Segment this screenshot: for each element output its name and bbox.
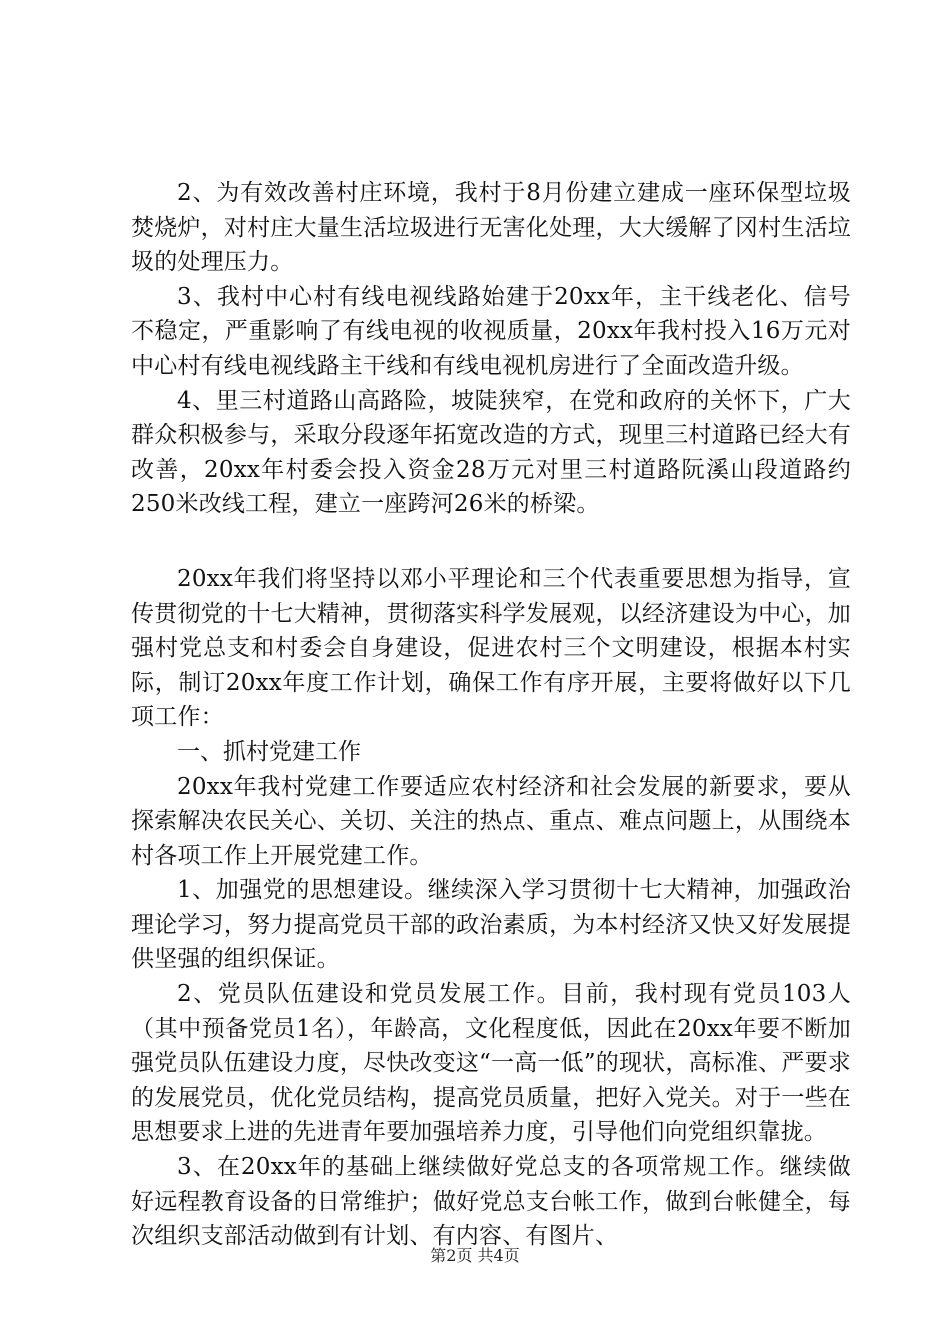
paragraph-item-routine: 3、在20xx年的基础上继续做好党总支的各项常规工作。继续做好远程教育设备的日常维护；做好党总支台帐工作，做到台帐健全，每次组织支部活动做到有计划、有内容、有图片、 [131,1154,851,1250]
paragraph-item-ideology: 1、加强党的思想建设。继续深入学习贯彻十七大精神，加强政治理论学习，努力提高党员干部的政治素质，为本村经济又快又好发展提供坚强的组织保证。 [131,877,851,973]
paragraph-gap [131,522,851,562]
page-footer: 第2页 共4页 [430,1246,520,1265]
paragraph-item-3: 3、我村中心村有线电视线路始建于20xx年，主干线老化、信号不稳定，严重影响了有线电视的收视质量，20xx年我村投入16万元对中心村有线电视线路主干线和有线电视机房进行了全面改造升级。 [131,283,851,379]
party-building-paragraph: 20xx年我村党建工作要适应农村经济和社会发展的新要求，要从探索解决农民关心、关切、关注的热点、重点、难点问题上，从围绕本村各项工作上开展党建工作。 [131,773,851,869]
paragraph-item-2: 2、为有效改善村庄环境，我村于8月份建立建成一座环保型垃圾焚烧炉，对村庄大量生活垃圾进行无害化处理，大大缓解了冈村生活垃圾的处理压力。 [131,180,851,276]
paragraph-item-4: 4、里三村道路山高路险，坡陡狭窄，在党和政府的关怀下，广大群众积极参与，采取分段逐年拓宽改造的方式，现里三村道路已经大有改善，20xx年村委会投入资金28万元对里三村道路阮溪山段道路约250米改线工程，建立一座跨河26米的桥梁。 [131,387,851,518]
section-heading: 一、抓村党建工作 [177,738,361,765]
intro-paragraph: 20xx年我们将坚持以邓小平理论和三个代表重要思想为指导，宣传贯彻党的十七大精神，贯彻落实科学发展观，以经济建设为中心，加强村党总支和村委会自身建设，促进农村三个文明建设，根据本村实际，制订20xx年度工作计划，确保工作有序开展，主要将做好以下几项工作： [131,565,851,731]
paragraph-item-members: 2、党员队伍建设和党员发展工作。目前，我村现有党员103人（其中预备党员1名），年龄高，文化程度低，因此在20xx年要不断加强党员队伍建设力度，尽快改变这“一高一低”的现状，高标准、严要求的发展党员，优化党员结构，提高党员质量，把好入党关。对于一些在思想要求上进的先进青年要加强培养力度，引导他们向党组织靠拢。 [131,981,851,1146]
document-body [131,176,851,1254]
